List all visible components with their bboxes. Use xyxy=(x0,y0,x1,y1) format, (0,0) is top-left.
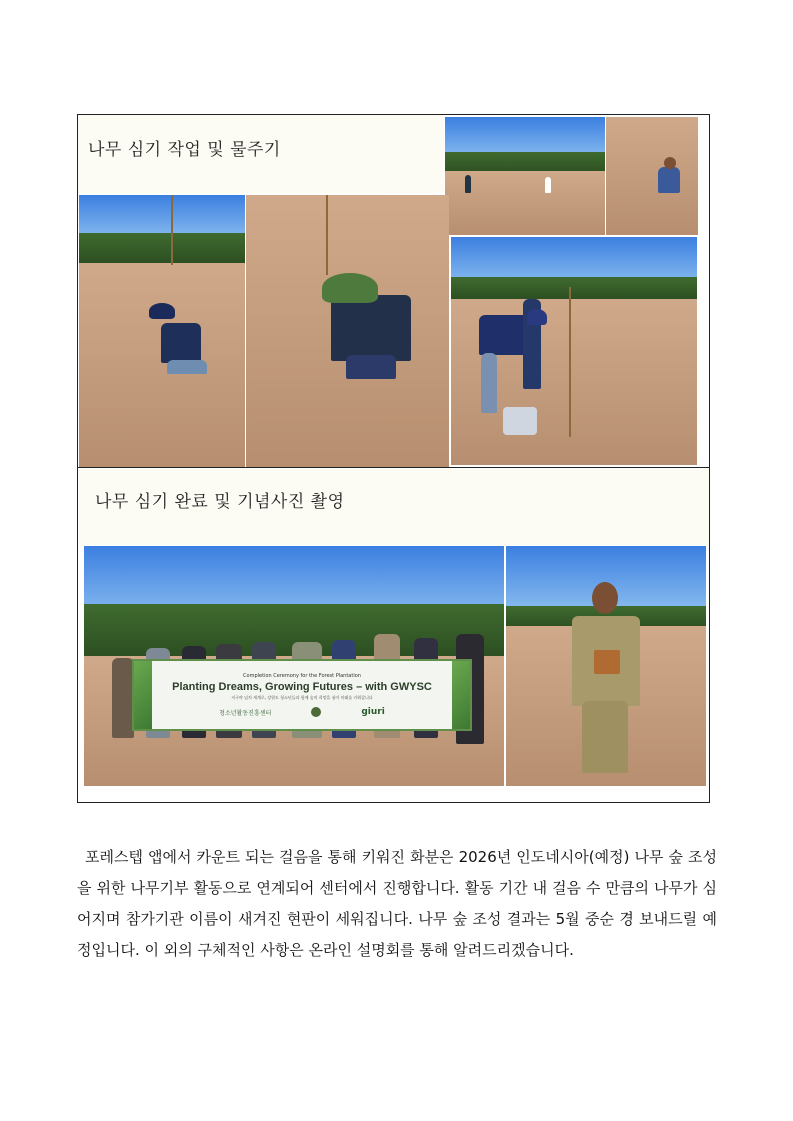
photo-man-watering-seedling xyxy=(451,237,697,465)
photo-field-workers-distance xyxy=(445,117,605,235)
photo-man-planting-green-hat xyxy=(246,195,449,467)
photo-report-frame xyxy=(77,114,710,803)
banner-seal-icon xyxy=(311,707,321,717)
banner-logo-right: giuri xyxy=(361,707,385,717)
section-divider xyxy=(78,467,709,468)
section-1-caption-box xyxy=(78,115,444,193)
photo-man-planting-blue-shirt xyxy=(79,195,245,467)
banner-subtitle: 지구야 넘치 세계로, 강원도 청소년들과 함께 숲의 희망을 심어 미래를 키워갑니다 xyxy=(231,695,373,700)
banner-small-title: Completion Ceremony for the Forest Plantation xyxy=(243,673,361,679)
banner-title: Planting Dreams, Growing Futures – with GWYSC xyxy=(172,681,432,693)
photo-officer-with-plaque xyxy=(506,546,706,786)
section-1-caption: 나무 심기 작업 및 물주기 xyxy=(88,140,281,160)
description-paragraph xyxy=(77,842,717,966)
description-text: 포레스텝 앱에서 카운트 되는 걸음을 통해 키워진 화분은 2026년 인도네시아(예정) 나무 숲 조성을 위한 나무기부 활동으로 연계되어 센터에서 진행합니다. 활동 기간 내 걸음 수 만큼의 나무가 심어지며 참가기관 이름이 새겨진 현판이 세워집니다. 나무 숲 조성 결과는 5월 중순 경 보내드릴 예정입니다. 이 외의 구체적인 사항은 온라인 설명회를 통해 알려드리겠습니다. xyxy=(77,848,717,959)
section-2-caption-box xyxy=(79,469,709,545)
banner-logos xyxy=(219,707,385,717)
plaque-icon xyxy=(594,650,620,674)
ceremony-banner xyxy=(132,659,472,731)
photo-worker-crouching xyxy=(606,117,698,235)
photo-group-ceremony xyxy=(84,546,504,786)
banner-right-stripe xyxy=(452,661,470,729)
banner-logo-left: 청소년활동진흥센터 xyxy=(219,709,272,717)
banner-left-stripe xyxy=(134,661,152,729)
section-2-caption: 나무 심기 완료 및 기념사진 촬영 xyxy=(95,492,345,512)
